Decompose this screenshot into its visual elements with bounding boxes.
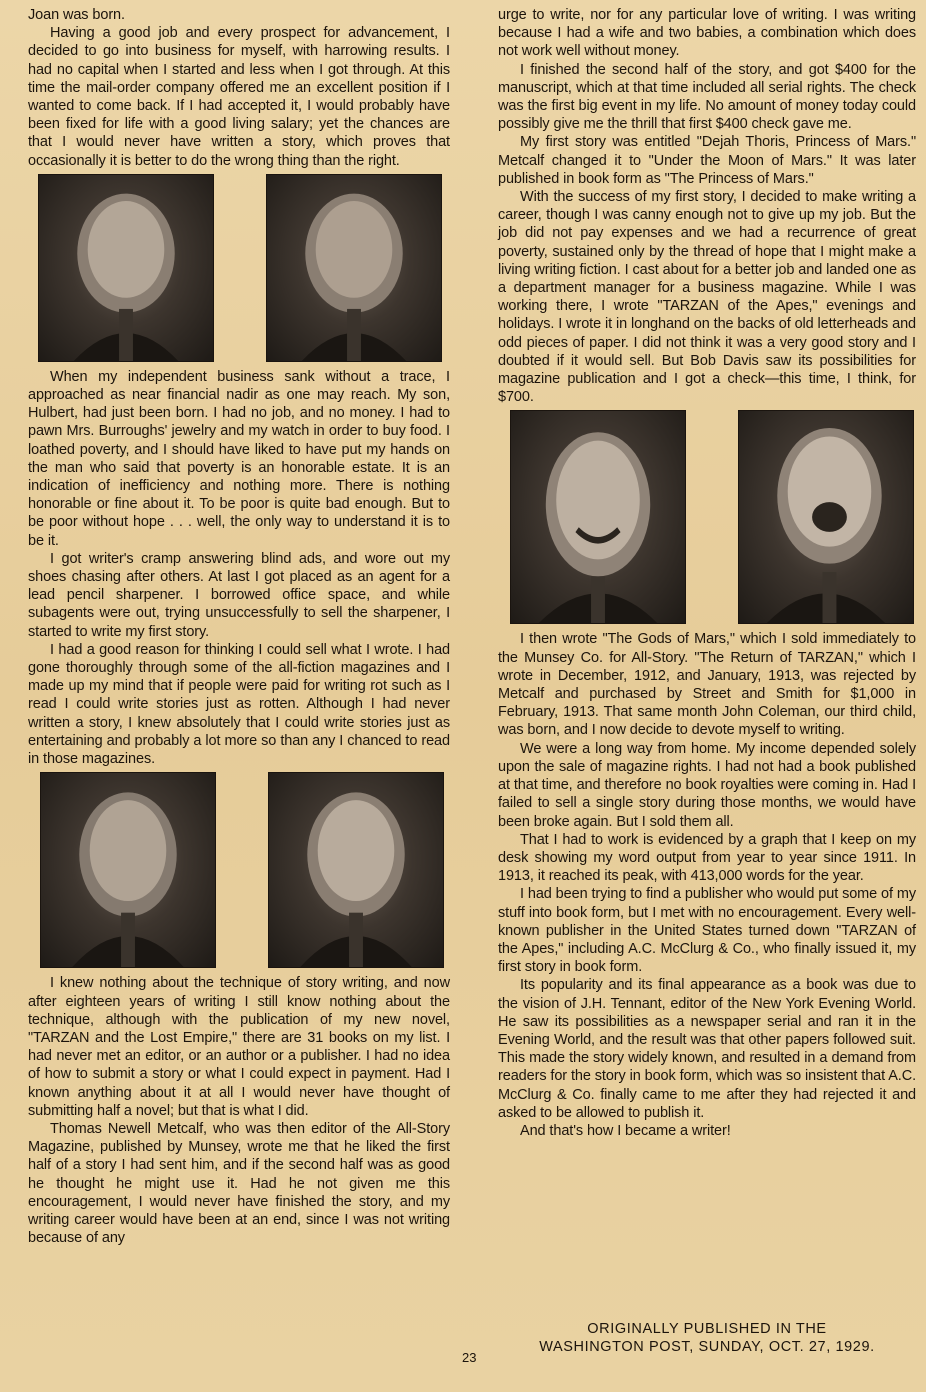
- paragraph: That I had to work is evidenced by a graph that I keep on my desk showing my word output from year to year since 1911. In 1913, it reached its peak, with 413,000 words for the year.: [498, 831, 916, 885]
- paragraph: I had a good reason for thinking I could sell what I wrote. I had gone thoroughly through some of the all-fiction magazines and I made up my mind that if people were paid for writing rot such as I read I could write stories just as rotten. Although I had never written a story, I knew absolutely that I could write stories just as entertaining and probably a lot more so than any I chanced to read in those magazines.: [28, 641, 450, 768]
- paragraph: We were a long way from home. My income depended solely upon the sale of magazine rights. I had not had a book published at that time, and therefore no book royalties were coming in. Had I failed to sell a single story during those months, we would have been broke again. But I sold them all.: [498, 740, 916, 830]
- portrait-photo: [40, 772, 216, 968]
- page-number: 23: [462, 1350, 477, 1365]
- paragraph: I got writer's cramp answering blind ads, and wore out my shoes chasing after others. At last I got placed as an agent for a lead pencil sharpener. I borrowed office space, and while subagents were out, trying unsuccessfully to sell the sharpener, I started to write my first story.: [28, 550, 450, 640]
- paragraph: Its popularity and its final appearance as a book was due to the vision of J.H. Tennant, editor of the New York Evening World. He saw its possibilities as a newspaper serial and ran it in the Evening World, and the result was that other papers followed suit. This made the story widely known, and resulted in a demand from readers for the story in book form, which was so insistent that A.C. McClurg & Co. finally came to me after they had rejected it and asked to be allowed to publish it.: [498, 977, 916, 1121]
- paragraph: Joan was born.: [28, 7, 125, 23]
- paragraph: Thomas Newell Metcalf, who was then editor of the All-Story Magazine, published by Munsey, wrote me that he liked the first half of a story I had sent him, and if the second half was as good he thought he might use it. Had he not given me this encouragement, I would never have finished the story, and my writing career would have been at an end, since I was not writing because of any: [28, 1120, 450, 1247]
- paragraph: I finished the second half of the story, and got $400 for the manuscript, which at that time included all serial rights. The check was the first big event in my life. No amount of money today could possibly give me the thrill that first $400 check gave me.: [498, 61, 916, 133]
- paragraph: I had been trying to find a publisher who would put some of my stuff into book form, but I met with no encouragement. Every well-known publisher in the United States turned down "TARZAN of the Apes," including A.C. McClurg & Co., who finally issued it, my first story in book form.: [498, 886, 917, 976]
- left-column: [28, 6, 450, 1247]
- photo-row: [28, 174, 450, 362]
- paragraph: I then wrote "The Gods of Mars," which I sold immediately to the Munsey Co. for All-Story. "The Return of TARZAN," which I wrote in December, 1912, and January, 1913, was rejected by Metcalf and purchased by Street and Smith for $1,000 in February, 1913. That same month John Coleman, our third child, was born, and I now decide to devote myself to writing.: [498, 631, 916, 739]
- paragraph: My first story was entitled "Dejah Thoris, Princess of Mars." Metcalf changed it to "Under the Moon of Mars." It was later published in book form as "The Princess of Mars.": [498, 134, 916, 187]
- source-credit: [498, 1320, 916, 1356]
- portrait-photo: [38, 174, 214, 362]
- portrait-photo: [738, 410, 914, 624]
- right-column: [498, 6, 916, 1140]
- photo-row: [498, 410, 916, 624]
- paragraph: When my independent business sank without a trace, I approached as near financial nadir as one may reach. My son, Hulbert, had just been born. I had no job, and no money. I had to pawn Mrs. Burroughs' jewelry and my watch in order to buy food. I loathed poverty, and I should have liked to have put my hands on the man who said that poverty is an honorable estate. It is an indication of inefficiency and nothing more. There is nothing honorable or fine about it. To be poor is quite bad enough. But to be poor without hope . . . well, the only way to understand it is to be it.: [28, 368, 450, 549]
- portrait-photo: [510, 410, 686, 624]
- portrait-photo: [268, 772, 444, 968]
- paragraph: urge to write, nor for any particular love of writing. I was writing because I had a wife and two babies, a combination which does not work well without money.: [498, 7, 916, 60]
- photo-row: [28, 772, 450, 968]
- source-credit-line: ORIGINALLY PUBLISHED IN THE: [587, 1321, 827, 1337]
- paragraph: And that's how I became a writer!: [520, 1122, 731, 1139]
- paragraph: With the success of my first story, I decided to make writing a career, though I was canny enough not to give up my job. But the job did not pay expenses and we had a recurrence of great poverty, sustained only by the thread of hope that I might make a living writing fiction. I cast about for a better job and landed one as a department manager for a business magazine. While I was working there, I wrote "TARZAN of the Apes," evenings and holidays. I wrote it in longhand on the backs of old letterheads and odd pieces of paper. I did not think it was a very good story and I doubted if it would sell. But Bob Davis saw its possibilities for magazine publication and I got a check—this time, I think, for $700.: [498, 189, 917, 406]
- paragraph: I knew nothing about the technique of story writing, and now after eighteen years of writing I still know nothing about the technique, although with the publication of my new novel, "TARZAN and the Lost Empire," there are 31 books on my list. I had never met an editor, or an author or a publisher. I had no idea of how to submit a story or what I could expect in payment. Had I known anything about it at all I would never have thought of submitting half a novel; but that is what I did.: [28, 975, 450, 1119]
- source-credit-line: WASHINGTON POST, SUNDAY, OCT. 27, 1929.: [539, 1339, 875, 1355]
- portrait-photo: [266, 174, 442, 362]
- paragraph: Having a good job and every prospect for advancement, I decided to go into business for myself, with harrowing results. I had no capital when I started and less when I got through. At this time the mail-order company offered me an excellent position if I wanted to come back. If I had accepted it, I would probably have been fixed for life with a good living salary; yet the chances are that I would never have written a story, which proves that occasionally it is better to do the wrong thing than the right.: [28, 25, 450, 169]
